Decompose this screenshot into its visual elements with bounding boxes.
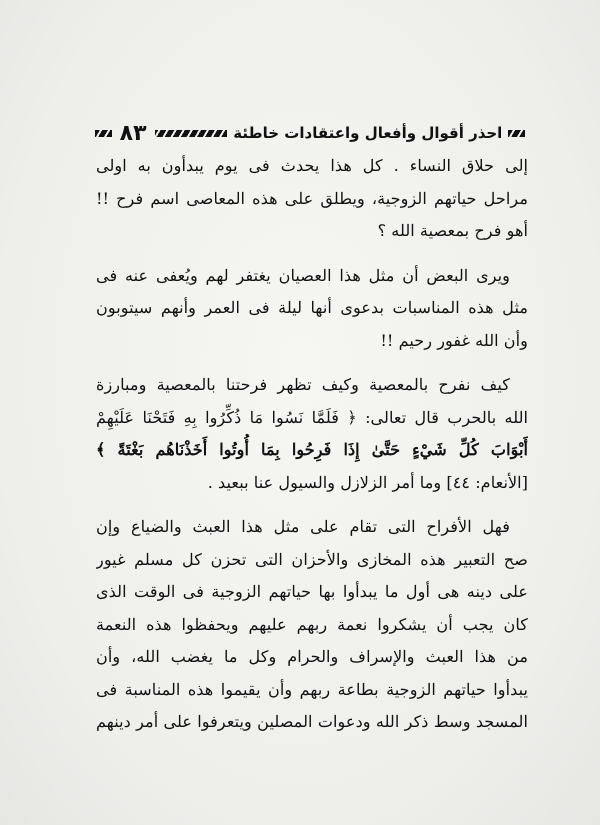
body-text	[96, 150, 528, 739]
paragraph-1	[96, 150, 528, 248]
paragraph-2	[96, 260, 528, 358]
text-line: الله بالحرب قال تعالى: ﴿ فَلَمَّا نَسُوا مَا ذُكِّرُوا بِهِ فَتَحْنَا عَلَيْهِمْ	[96, 407, 528, 427]
text-line: صح التعبير هذه المخازى والأحزان التى تحزن كل مسلم غيور	[96, 549, 528, 569]
paragraph-4	[96, 511, 528, 739]
text-line: ويرى البعض أن مثل هذا العصيان يغتفر لهم ويُعفى عنه فى	[96, 265, 510, 285]
text-line: وأن الله غفور رحيم !!	[380, 330, 528, 350]
text-line: كيف نفرح بالمعصية وكيف تظهر فرحتنا بالمعصية ومبارزة	[96, 375, 510, 394]
header-ornament-left	[95, 130, 112, 137]
text-line: فهل الأفراح التى تقام على مثل هذا العبث والضياع وإن	[96, 517, 510, 536]
quran-verse-line: أَبْوَابَ كُلِّ شَيْءٍ حَتَّىٰ إِذَا فَرِحُوا بِمَا أُوتُوا أَخَذْنَاهُم بَغْتَةً ﴾	[96, 440, 528, 459]
text-line: يبدأوا حياتهم الزوجية بطاعة ربهم وأن يقيموا هذه المناسبة فى	[96, 679, 528, 699]
text-line: إلى حلاق النساء . كل هذا يحدث فى يوم يبدأون به اولى	[96, 156, 528, 175]
text-line: مراحل حياتهم الزوجية، ويطلق على هذه المعاصى اسم فرح !!	[96, 188, 528, 208]
text-line: على دينه هى أول ما يبدأوا بها حياتهم الزوجية فى الوقت الذى	[96, 582, 528, 601]
text-line: أهو فرح بمعصية الله ؟	[377, 221, 528, 240]
text-line: مثل هذه المناسبات بدعوى أنها ليلة فى العمر وأنهم سيتوبون	[96, 298, 528, 317]
header-ornament-right	[508, 130, 525, 137]
text-line: [الأنعام: ٤٤] وما أمر الزلازل والسيول عنا ببعيد .	[207, 472, 528, 492]
text-line: كان يجب أن يشكروا نعمة ربهم عليهم ويحفظوا هذه النعمة	[96, 614, 528, 634]
paragraph-3	[96, 369, 528, 499]
text-line: من هذا العبث والإسراف والحرام وكل ما يغضب الله، وأن	[96, 647, 528, 666]
header-ornament-middle	[155, 130, 228, 137]
text-line: المسجد وسط ذكر الله ودعوات المصلين ويتعرفوا على أمر دينهم	[96, 712, 528, 731]
page-number: ٨٣	[119, 120, 147, 146]
header-title: احذر أقوال وأفعال واعتقادات خاطئة	[233, 124, 503, 142]
running-header	[95, 118, 525, 148]
